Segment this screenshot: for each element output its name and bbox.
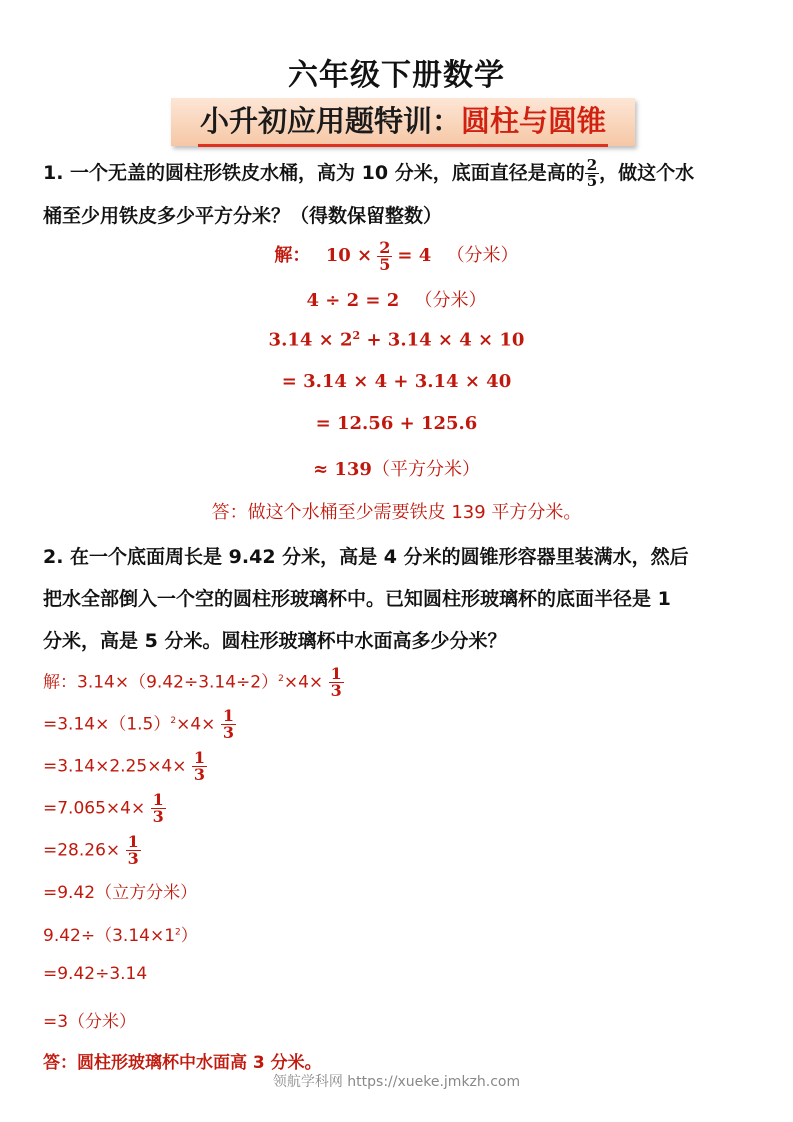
q2-step9: =3（分米） [43, 1012, 137, 1032]
q2-answer: 答：圆柱形玻璃杯中水面高 3 分米。 [43, 1053, 322, 1073]
q1-step2-expr: 4 ÷ 2 = 2 [306, 290, 400, 311]
q1-step1 [0, 240, 793, 273]
q2-step5 [43, 834, 141, 867]
banner-title [198, 98, 608, 147]
q1-answer: 答：做这个水桶至少需要铁皮 139 平方分米。 [211, 502, 582, 523]
banner-title-part1: 小升初应用题特训： [199, 104, 461, 138]
frac-num: 1 [127, 832, 139, 851]
q1-step3 [0, 329, 793, 350]
q1-step4-expr: = 3.14 × 4 + 3.14 × 40 [281, 371, 512, 392]
q2-step7 [43, 921, 198, 946]
q2-step4 [43, 792, 166, 825]
q1-fraction [585, 158, 599, 189]
q2-step7-a: 9.42÷（3.14×1 [43, 926, 176, 946]
q1-step6 [0, 455, 793, 481]
q1-frac-num: 2 [586, 156, 598, 174]
q1-step1-b: = 4 [397, 245, 432, 266]
q2-step1-b: ×4× [283, 672, 324, 693]
q2-step2-fraction [221, 708, 236, 741]
frac-num: 1 [193, 748, 206, 767]
q1-text-line1 [43, 158, 694, 189]
frac-den: 3 [152, 807, 164, 826]
q1-solution-label: 解： [274, 245, 311, 266]
frac-num: 1 [152, 790, 164, 809]
q1-step1-unit: （分米） [446, 245, 519, 266]
q1-step1-num: 2 [379, 238, 391, 257]
q1-step3-a: 3.14 × 2 [268, 329, 353, 351]
q2-step6: =9.42（立方分米） [43, 883, 198, 903]
q1-step2 [0, 286, 793, 312]
frac-num: 1 [330, 664, 342, 683]
q2-text-line2: 把水全部倒入一个空的圆柱形玻璃杯中。已知圆柱形玻璃杯的底面半径是 1 [43, 588, 671, 610]
frac-den: 3 [127, 849, 139, 868]
q2-text-line1: 2. 在一个底面周长是 9.42 分米，高是 4 分米的圆锥形容器里装满水，然后 [43, 546, 689, 568]
section-banner [171, 98, 635, 146]
frac-den: 3 [193, 765, 206, 784]
q2-step5-fraction [126, 834, 141, 867]
q1-step3-b: + 3.14 × 4 × 10 [360, 329, 525, 351]
q1-step6-unit: （平方分米） [371, 459, 480, 480]
q2-step1 [43, 666, 344, 699]
q2-step7-b: ） [180, 926, 198, 946]
q2-step7-sup: 2 [175, 927, 181, 938]
q1-step5-expr: = 12.56 + 125.6 [315, 413, 478, 434]
q2-step1-sup: 2 [278, 673, 284, 684]
frac-den: 3 [330, 681, 342, 700]
q1-frac-den: 5 [586, 172, 598, 190]
q2-step3-fraction [192, 750, 207, 783]
q1-step5 [0, 413, 793, 434]
q2-step4-fraction [151, 792, 166, 825]
q2-step3 [43, 750, 207, 783]
banner-title-part2: 圆柱与圆锥 [461, 104, 607, 138]
q1-step1-den: 5 [379, 255, 391, 274]
q2-text-line3: 分米，高是 5 分米。圆柱形玻璃杯中水面高多少分米？ [43, 630, 507, 652]
q1-step3-sup: 2 [352, 329, 361, 342]
q2-step2 [43, 708, 236, 741]
q1-text-b: ，做这个水 [599, 162, 695, 184]
q2-step4-expr: =7.065×4× [43, 798, 146, 819]
q2-step5-expr: =28.26× [43, 840, 121, 861]
q2-step3-expr: =3.14×2.25×4× [43, 756, 187, 777]
q1-step2-unit: （分米） [414, 290, 487, 311]
q1-step6-expr: ≈ 139 [313, 459, 372, 480]
q2-step1-fraction [329, 666, 344, 699]
q2-step8: =9.42÷3.14 [43, 964, 148, 984]
frac-den: 3 [222, 723, 234, 742]
q1-text-a: 1. 一个无盖的圆柱形铁皮水桶，高为 10 分米，底面直径是高的 [43, 162, 585, 184]
q2-step2-b: ×4× [176, 714, 216, 735]
frac-num: 1 [222, 706, 234, 725]
q1-step1-a: 10 × [325, 245, 373, 266]
footer-watermark: 领航学科网 https://xueke.jmkzh.com [272, 1074, 521, 1090]
q1-text-line2: 桶至少用铁皮多少平方分米？（得数保留整数） [43, 205, 443, 227]
q2-step1-a: 解：3.14×（9.42÷3.14÷2） [43, 672, 279, 693]
q1-step4 [0, 371, 793, 392]
page-title: 六年级下册数学 [288, 58, 505, 93]
q1-step1-fraction [377, 240, 392, 273]
q2-step2-sup: 2 [170, 715, 177, 726]
q2-step2-a: =3.14×（1.5） [43, 714, 171, 735]
